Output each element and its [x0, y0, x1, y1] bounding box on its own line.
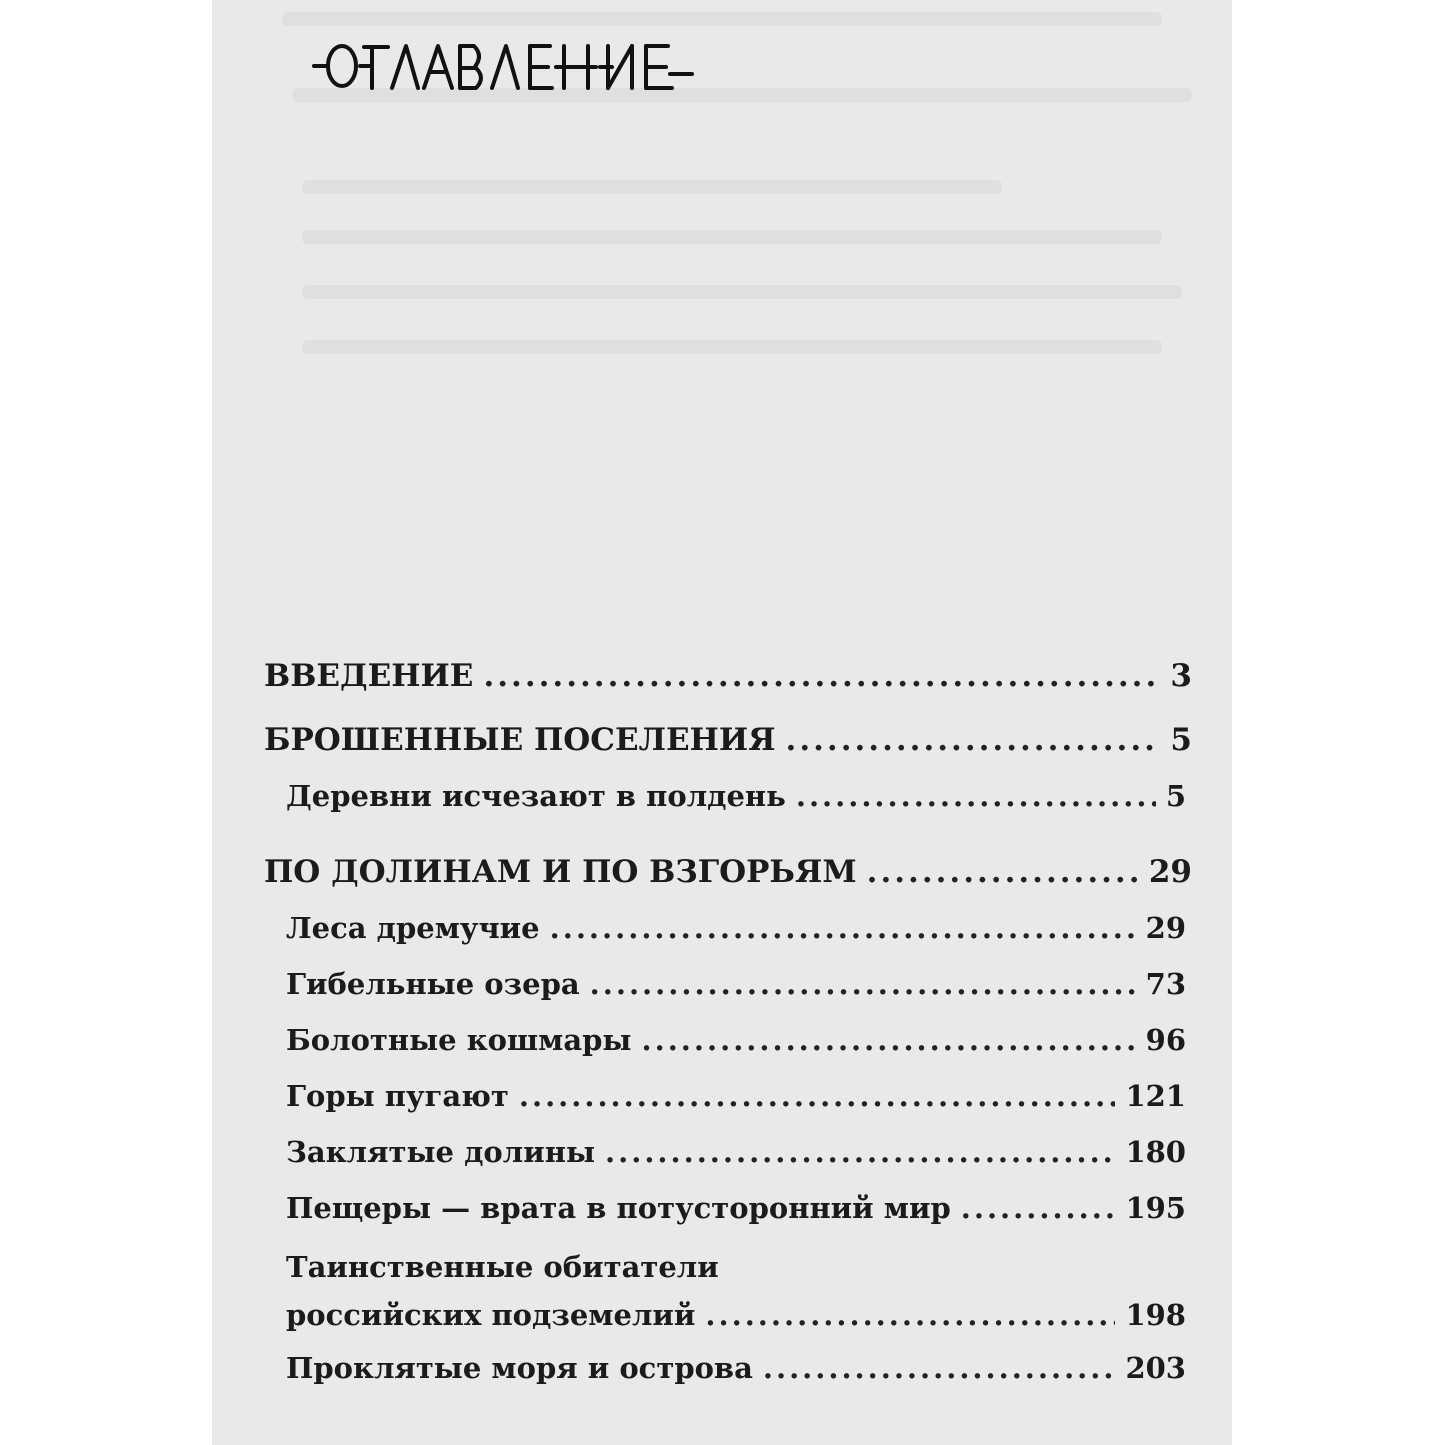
toc-section-title: ПО ДОЛИНАМ И ПО ВЗГОРЬЯМ	[264, 854, 857, 890]
dot-leader	[483, 648, 1160, 704]
show-through-line	[282, 12, 1162, 26]
toc-item-title: Проклятые моря и острова	[286, 1351, 753, 1385]
toc-section-title: ВВЕДЕНИЕ	[264, 658, 474, 694]
toc-page-number: 96	[1145, 1023, 1186, 1057]
show-through-line	[302, 285, 1182, 299]
toc-section-title: БРОШЕННЫЕ ПОСЕЛЕНИЯ	[264, 722, 776, 758]
show-through-line	[302, 340, 1162, 354]
dot-leader	[786, 712, 1161, 768]
toc-item-title: Гибельные озера	[286, 967, 580, 1001]
toc-page-number: 195	[1125, 1191, 1186, 1225]
toc-page-number: 203	[1125, 1351, 1186, 1385]
toc-item-title: Горы пугают	[286, 1079, 509, 1113]
toc-page-number: 29	[1145, 911, 1186, 945]
toc-page-number: 5	[1165, 779, 1186, 813]
dot-leader	[763, 1340, 1116, 1396]
toc-item[interactable]	[264, 1340, 1192, 1396]
show-through-line	[302, 180, 1002, 194]
dot-leader	[519, 1068, 1116, 1124]
toc-page-number: 5	[1170, 722, 1192, 758]
dot-leader	[605, 1124, 1115, 1180]
toc-item[interactable]	[264, 1124, 1192, 1180]
toc-item[interactable]	[264, 1068, 1192, 1124]
toc-page-number: 121	[1125, 1079, 1186, 1113]
toc-item[interactable]	[264, 900, 1192, 956]
show-through-line	[302, 230, 1162, 244]
toc-item-title: Деревни исчезают в полдень	[286, 779, 786, 813]
toc-item-two-line[interactable]	[264, 1244, 1192, 1340]
page-title	[312, 38, 812, 94]
toc-section-abandoned-settlements[interactable]	[264, 712, 1192, 768]
dot-leader	[961, 1180, 1116, 1236]
toc-section-valleys-and-hills[interactable]	[264, 844, 1192, 900]
dot-leader	[867, 844, 1139, 900]
toc-item[interactable]	[264, 1180, 1192, 1236]
toc-item-title-line2: российских подземелий	[286, 1298, 696, 1332]
dot-leader	[705, 1290, 1115, 1340]
dot-leader	[796, 768, 1156, 824]
toc-item-title: Болотные кошмары	[286, 1023, 632, 1057]
toc-page-number: 3	[1170, 658, 1192, 694]
toc-page-number: 180	[1125, 1135, 1186, 1169]
dot-leader	[590, 956, 1136, 1012]
toc-item[interactable]	[264, 1012, 1192, 1068]
toc-page-number: 198	[1125, 1298, 1186, 1332]
dot-leader	[642, 1012, 1136, 1068]
book-page	[212, 0, 1232, 1445]
table-of-contents	[264, 648, 1192, 1396]
dot-leader	[550, 900, 1136, 956]
toc-section-introduction[interactable]	[264, 648, 1192, 704]
toc-page-number: 29	[1148, 854, 1192, 890]
toc-item[interactable]	[264, 768, 1192, 824]
toc-page-number: 73	[1145, 967, 1186, 1001]
toc-item-line2	[286, 1290, 1186, 1340]
toc-item-title: Пещеры — врата в потусторонний мир	[286, 1191, 951, 1225]
toc-item[interactable]	[264, 956, 1192, 1012]
toc-item-title-line1: Таинственные обитатели	[286, 1250, 719, 1284]
toc-item-title: Леса дремучие	[286, 911, 540, 945]
toc-item-title: Заклятые долины	[286, 1135, 596, 1169]
